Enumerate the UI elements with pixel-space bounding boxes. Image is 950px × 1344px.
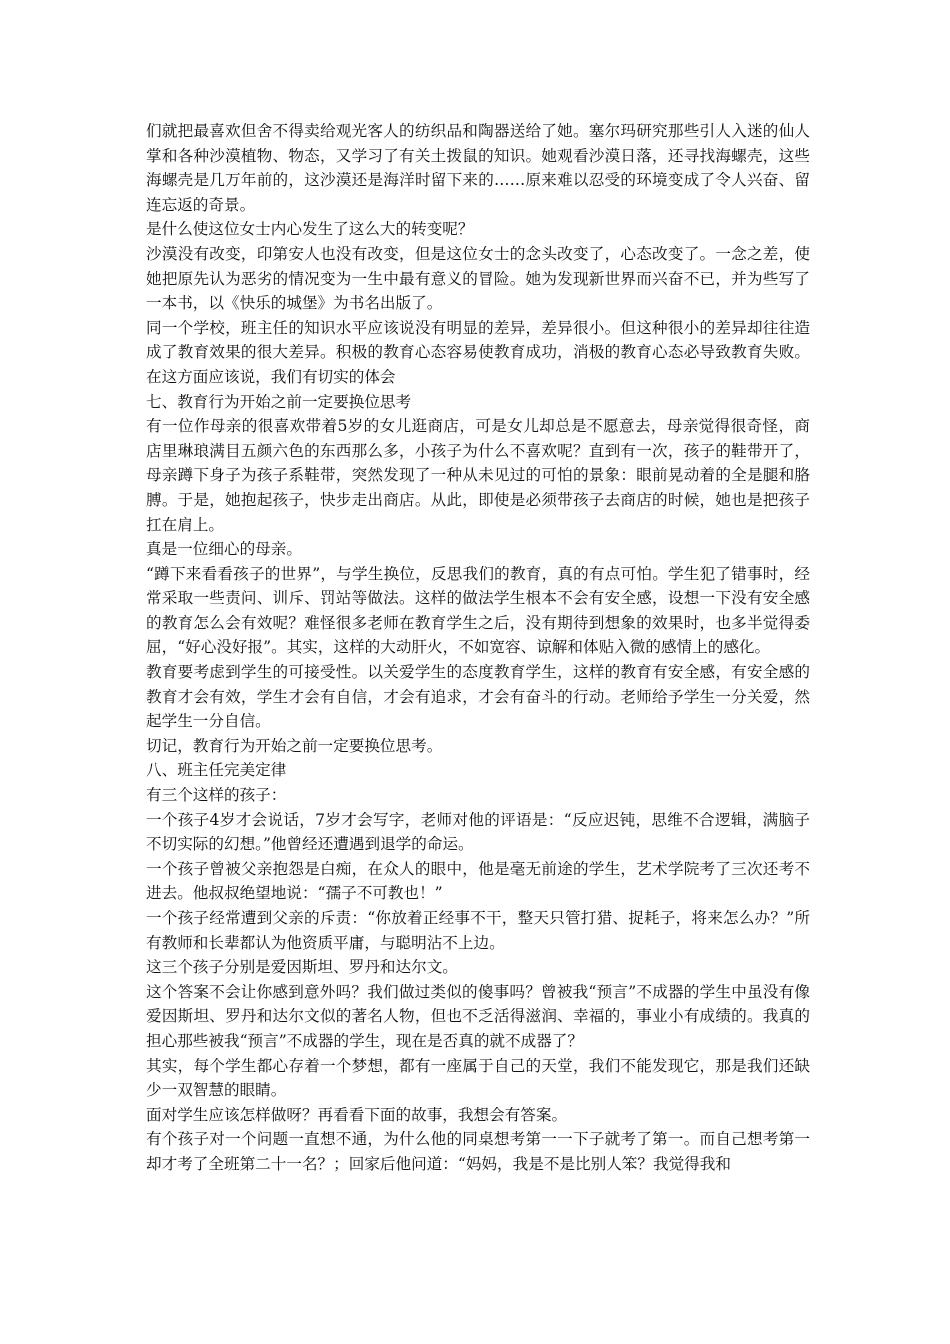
paragraph-2: 是什么使这位女士内心发生了这么大的转变呢？: [146, 220, 474, 239]
paragraph-14: 一个孩子曾被父亲抱怨是白痴，在众人的眼中，他是毫无前途的学生，艺术学院考了三次还考不进去。他叔叔绝望地说：“孺子不可教也！”: [146, 859, 810, 903]
paragraph-12: 有三个这样的孩子：: [146, 786, 287, 805]
paragraph-15: 一个孩子经常遭到父亲的斥责：“你放着正经事不干，整天只管打猎、捉耗子，将来怎么办？”所有教师和长辈都认为他资质平庸，与聪明沾不上边。: [146, 909, 810, 952]
paragraph-8: “蹲下来看看孩子的世界”，与学生换位，反思我们的教育，真的有点可怕。学生犯了错事时，经常采取一些责问、训斥、罚站等做法。这样的做法学生根本不会有安全感，设想一下没有安全感的教育怎么会有效呢？难怪很多老师在教育学生之后，没有期待到想象的效果时，也多半觉得委屈，“好心没好报”。其实，这样的大动肝火，不如宽容、谅解和体贴入微的感情上的感化。: [146, 564, 810, 657]
paragraph-18: 其实，每个学生都心存着一个梦想，都有一座属于自己的天堂，我们不能发现它，那是我们还缺少一双智慧的眼睛。: [146, 1056, 810, 1100]
paragraph-16: 这三个孩子分别是爱因斯坦、罗丹和达尔文。: [146, 958, 458, 977]
paragraph-6: 有一位作母亲的很喜欢带着5岁的女儿逛商店，可是女儿却总是不愿意去，母亲觉得很奇怪，商店里琳琅满目五颜六色的东西那么多，小孩子为什么不喜欢呢？直到有一次，孩子的鞋带开了，母亲蹲下身子为孩子系鞋带，突然发现了一种从未见过的可怕的景象：眼前晃动着的全是腿和胳膊。于是，她抱起孩子，快步走出商店。从此，即使是必须带孩子去商店的时候，她也是把孩子扛在肩上。: [146, 417, 810, 534]
paragraph-10: 切记，教育行为开始之前一定要换位思考。: [146, 736, 443, 755]
paragraph-13: 一个孩子4岁才会说话，7岁才会写字，老师对他的评语是：“反应迟钝，思维不合逻辑，满脑子不切实际的幻想。”他曾经还遭遇到退学的命运。: [146, 810, 810, 854]
paragraph-4: 同一个学校，班主任的知识水平应该说没有明显的差异，差异很小。但这种很小的差异却往往造成了教育效果的很大差异。积极的教育心态容易使教育成功，消极的教育心态必导致教育失败。在这方面应该说，我们有切实的体会: [146, 318, 810, 386]
section-heading-8: 八、班主任完美定律: [146, 761, 287, 780]
paragraph-19: 面对学生应该怎样做呀？再看看下面的故事，我想会有答案。: [146, 1105, 568, 1124]
document-body: [146, 119, 810, 1177]
paragraph-20: 有个孩子对一个问题一直想不通，为什么他的同桌想考第一一下子就考了第一。而自己想考第一却才考了全班第二十一名？；回家后他问道：“妈妈，我是不是比别人笨？我觉得我和: [146, 1130, 810, 1173]
section-heading-7: 七、教育行为开始之前一定要换位思考: [146, 392, 412, 411]
paragraph-1: 们就把最喜欢但舍不得卖给观光客人的纺织品和陶器送给了她。塞尔玛研究那些引人入迷的仙人掌和各种沙漠植物、物态，又学习了有关土拨鼠的知识。她观看沙漠日落，还寻找海螺壳，这些海螺壳是几万年前的，这沙漠还是海洋时留下来的……原来难以忍受的环境变成了令人兴奋、留连忘返的奇景。: [146, 122, 810, 214]
paragraph-9: 教育要考虑到学生的可接受性。以关爱学生的态度教育学生，这样的教育有安全感，有安全感的教育才会有效，学生才会有自信，才会有追求，才会有奋斗的行动。老师给予学生一分关爱，然起学生一分自信。: [146, 663, 810, 731]
paragraph-7: 真是一位细心的母亲。: [146, 540, 302, 559]
paragraph-3: 沙漠没有改变，印第安人也没有改变，但是这位女士的念头改变了，心态改变了。一念之差，使她把原先认为恶劣的情况变为一生中最有意义的冒险。她为发现新世界而兴奋不已，并为些写了一本书，以《快乐的城堡》为书名出版了。: [146, 244, 810, 313]
paragraph-17: 这个答案不会让你感到意外吗？我们做过类似的傻事吗？曾被我“预言”不成器的学生中虽没有像爱因斯坦、罗丹和达尔文似的著名人物，但也不乏活得滋润、幸福的，事业小有成绩的。我真的担心那些被我“预言”不成器的学生，现在是否真的就不成器了？: [146, 982, 810, 1050]
